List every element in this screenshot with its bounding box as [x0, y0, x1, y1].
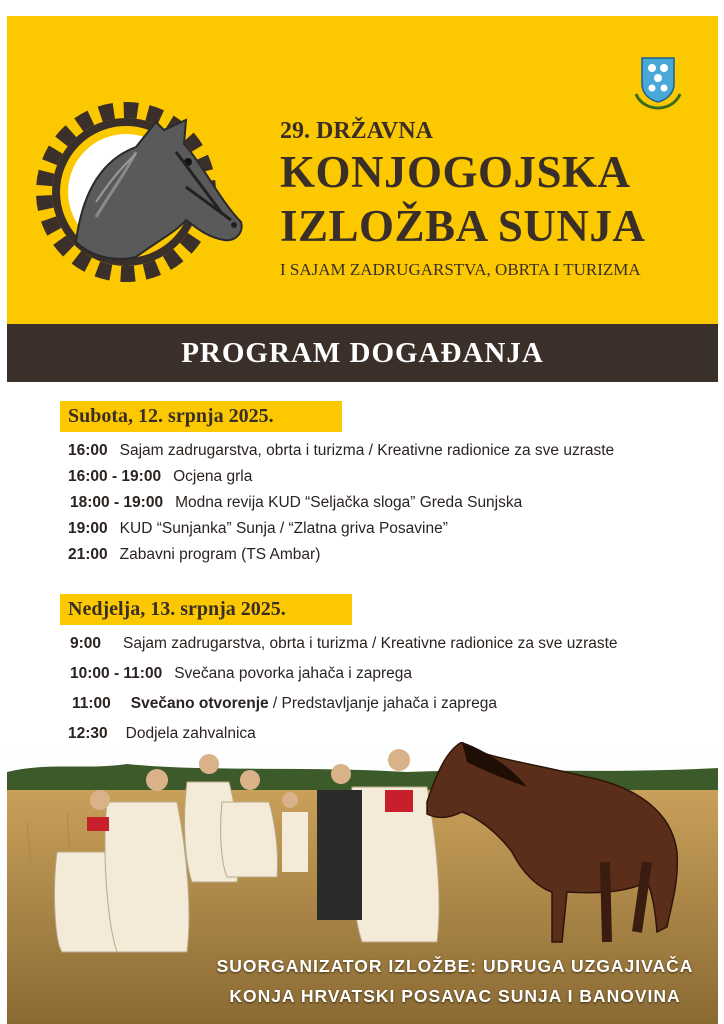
event-time: 21:00 [68, 546, 108, 563]
schedule-row [68, 466, 252, 488]
event-time: 16:00 [68, 442, 108, 459]
opening-ceremony-label: Svečano otvorenje [130, 695, 269, 712]
event-tagline: I SAJAM ZADRUGARSTVA, OBRTA I TURIZMA [280, 260, 641, 279]
schedule-row [70, 492, 522, 514]
program-title: PROGRAM DOGAĐANJA [7, 324, 718, 382]
event-description: Modna revija KUD “Seljačka sloga” Greda Sunjska [175, 494, 523, 511]
event-description: Svečana povorka jahača i zaprega [174, 665, 413, 682]
event-description: KUD “Sunjanka” Sunja / “Zlatna griva Posavine” [119, 520, 448, 537]
event-description-rest: / Predstavljanje jahača i zaprega [268, 695, 497, 712]
event-time: 11:00 [72, 695, 111, 712]
event-description: Sajam zadrugarstva, obrta i turizma / Kreativne radionice za sve uzraste [123, 635, 618, 652]
event-description: Zabavni program (TS Ambar) [119, 546, 321, 563]
co-organizer-line2: KONJA HRVATSKI POSAVAC SUNJA I BANOVINA [229, 986, 681, 1006]
event-description [131, 695, 497, 713]
event-time: 18:00 - 19:00 [70, 494, 164, 511]
edition-label: 29. DRŽAVNA [280, 118, 433, 144]
event-time: 9:00 [70, 635, 102, 652]
event-description: Dodjela zahvalnica [125, 725, 256, 742]
day-label-sunday: Nedjelja, 13. srpnja 2025. [60, 594, 352, 625]
horse-head-gear-icon [36, 92, 246, 292]
schedule-row [70, 663, 412, 685]
municipality-coat-of-arms-icon [630, 54, 686, 110]
day-label-saturday: Subota, 12. srpnja 2025. [60, 401, 342, 432]
event-time: 16:00 - 19:00 [68, 468, 162, 485]
co-organizer-line1: SUORGANIZATOR IZLOŽBE: UDRUGA UZGAJIVAČA [216, 956, 694, 976]
event-title-line2: IZLOŽBA SUNJA [280, 201, 646, 251]
event-description: Sajam zadrugarstva, obrta i turizma / Kreativne radionice za sve uzraste [119, 442, 615, 459]
schedule-row [68, 440, 614, 462]
event-time: 19:00 [68, 520, 108, 537]
folk-costume-horse-photo [7, 742, 718, 1024]
schedule-row [72, 693, 497, 715]
schedule-row [70, 633, 618, 655]
event-description: Ocjena grla [173, 468, 253, 485]
schedule-row [68, 544, 320, 566]
schedule-row [68, 518, 448, 540]
event-time: 12:30 [68, 725, 108, 742]
event-time: 10:00 - 11:00 [70, 665, 163, 682]
event-title-line1: KONJOGOJSKA [280, 147, 631, 197]
